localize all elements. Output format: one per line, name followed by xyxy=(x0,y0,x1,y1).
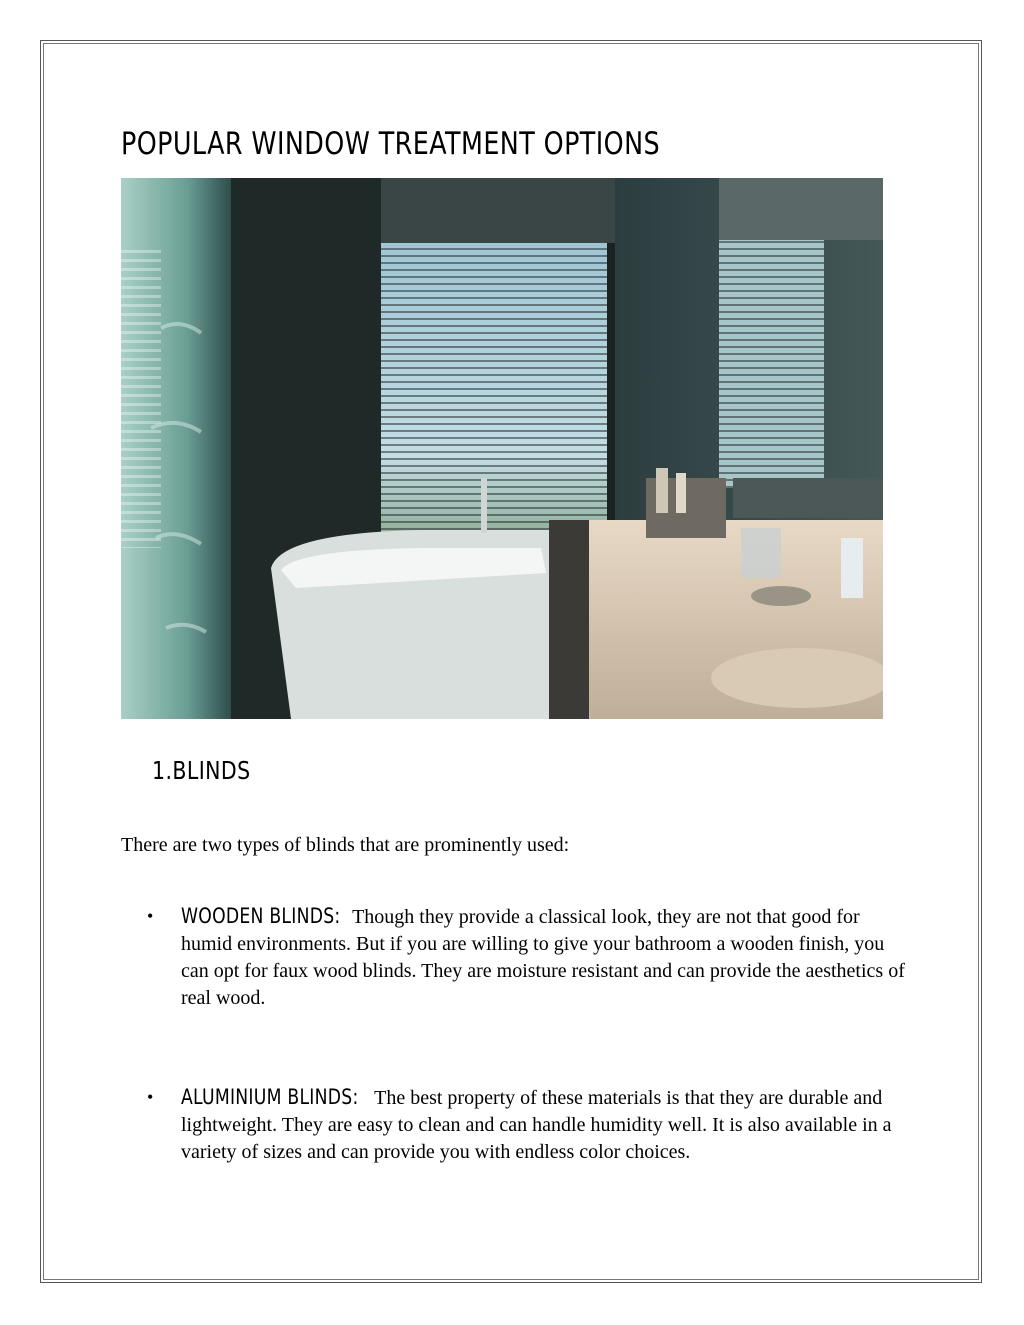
list-item xyxy=(121,1084,911,1166)
list-item xyxy=(121,903,911,1012)
item-text-aluminium: The best property of these materials is that they are durable and lightweight. They are easy to clean and can handle humidity well. It is also available in a variety of sizes and can provide you with endless color choices. xyxy=(181,1087,892,1163)
section-title: BLINDS xyxy=(172,756,251,785)
item-label-wooden: WOODEN BLINDS: xyxy=(181,904,341,928)
bullet-glyph: • xyxy=(147,906,154,926)
section-number: 1. xyxy=(152,756,173,785)
bullet-list-aluminium xyxy=(121,1084,911,1166)
item-text-wooden: Though they provide a classical look, they are not that good for humid environments. But if you are willing to give your bathroom a wooden finish, you can opt for faux wood blinds. They are moisture resistant and can provide the aesthetics of real wood. xyxy=(181,906,905,1009)
intro-paragraph: There are two types of blinds that are prominently used: xyxy=(121,834,570,856)
bullet-glyph: • xyxy=(147,1087,154,1107)
section-heading xyxy=(152,756,251,785)
bullet-list-wooden xyxy=(121,903,911,1012)
page-title: POPULAR WINDOW TREATMENT OPTIONS xyxy=(121,126,661,162)
item-label-aluminium: ALUMINIUM BLINDS: xyxy=(181,1085,359,1109)
bathroom-photo xyxy=(121,178,883,719)
